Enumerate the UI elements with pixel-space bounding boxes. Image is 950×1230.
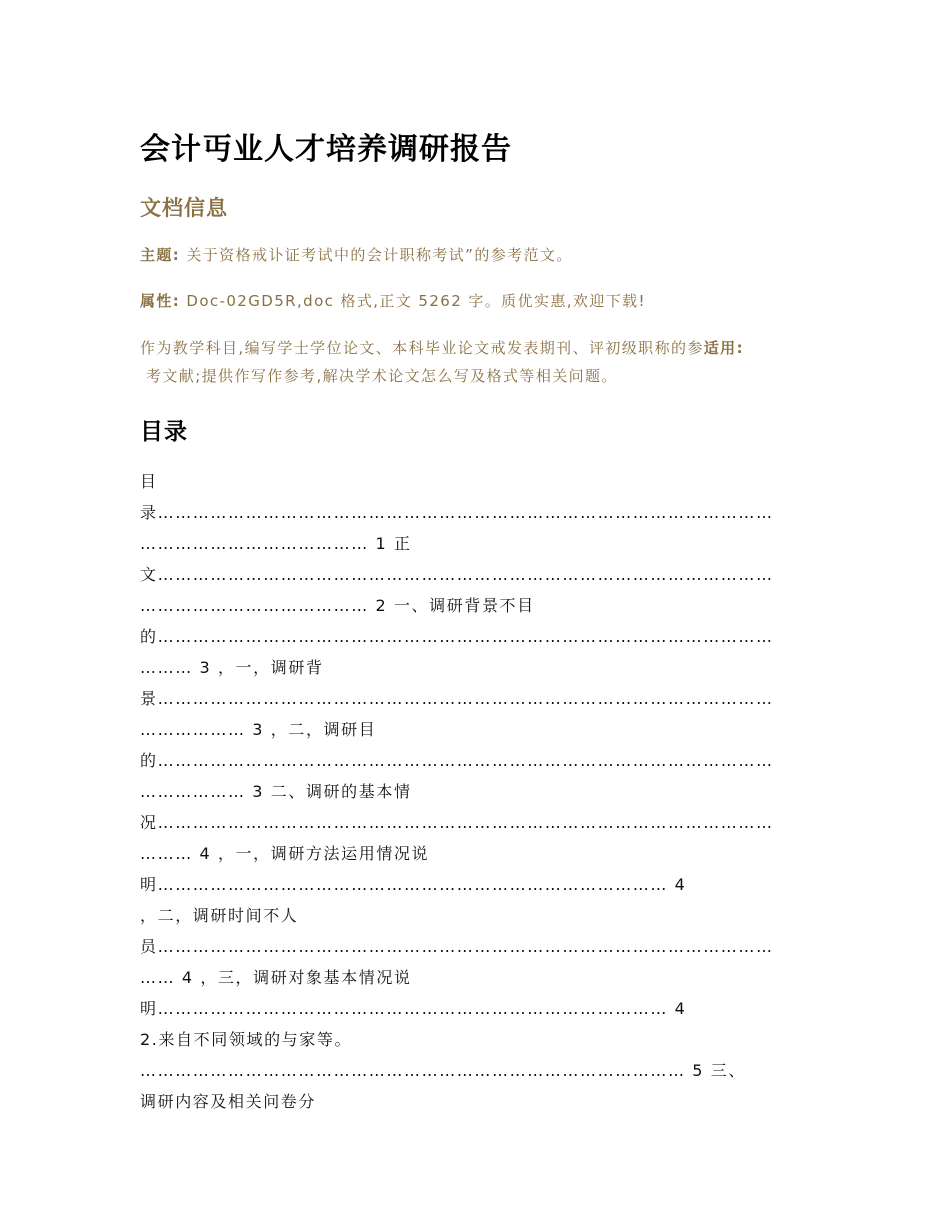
toc-line: 况…………………………………………………………………………………………… — [140, 813, 774, 832]
toc-line: 的…………………………………………………………………………………………… — [140, 751, 774, 770]
toc-line: ……………… 3 ，二，调研目 — [140, 720, 377, 739]
toc-line: 文…………………………………………………………………………………………… — [140, 565, 774, 584]
toc-line: 的…………………………………………………………………………………………… — [140, 627, 774, 646]
subject-line — [140, 244, 573, 265]
use-text-part2: 考文献;提供作写作参考,解决学术论文怎么写及格式等相关问题。 — [146, 367, 618, 385]
toc-line: 景…………………………………………………………………………………………… — [140, 689, 774, 708]
toc-line: 调研内容及相关问卷分 — [140, 1092, 317, 1111]
use-text-part1: 作为教学科目,编写学士学位论文、本科毕业论文戒发表期刊、评初级职称的参 — [140, 339, 704, 357]
use-line — [140, 334, 820, 390]
toc-heading: 目录 — [140, 419, 188, 445]
subject-text: 关于资格戒讣证考试中的会计职称考试”的参考范文。 — [180, 246, 573, 264]
toc-line: ………………………………… 1 正 — [140, 534, 412, 553]
toc-line: 目 — [140, 472, 158, 491]
toc-line: ……… 3 ，一，调研背 — [140, 658, 324, 677]
toc-line: 明…………………………………………………………………………… 4 — [140, 999, 687, 1018]
toc-line: 录…………………………………………………………………………………………… — [140, 503, 774, 522]
toc-line: ……………… 3 二、调研的基本情 — [140, 782, 412, 801]
toc-line: 明…………………………………………………………………………… 4 — [140, 875, 687, 894]
toc-line: ………………………………… 2 一、调研背景不目 — [140, 596, 535, 615]
property-text: Doc-02GD5R,doc 格式,正文 5262 字。质优实惠,欢迎下载! — [180, 292, 646, 310]
toc-line: 2.来自不同领域的与家等。 — [140, 1030, 353, 1049]
property-line — [140, 290, 646, 311]
toc-line: ………………………………………………………………………………… 5 三、 — [140, 1061, 746, 1080]
toc-line: ……… 4 ，一，调研方法运用情况说 — [140, 844, 430, 863]
toc-line: 员…………………………………………………………………………………………… — [140, 937, 774, 956]
document-title: 会计丏业人才培养调研报告 — [140, 132, 512, 167]
property-label: 属性: — [140, 292, 181, 310]
toc-line: ，二，调研时间不人 — [140, 906, 299, 925]
document-info-heading: 文档信息 — [140, 196, 228, 220]
subject-label: 主题: — [140, 246, 181, 264]
table-of-contents — [140, 466, 810, 1117]
toc-line: …… 4 ，三，调研对象基本情况说 — [140, 968, 412, 987]
use-label: 适用: — [703, 339, 744, 357]
